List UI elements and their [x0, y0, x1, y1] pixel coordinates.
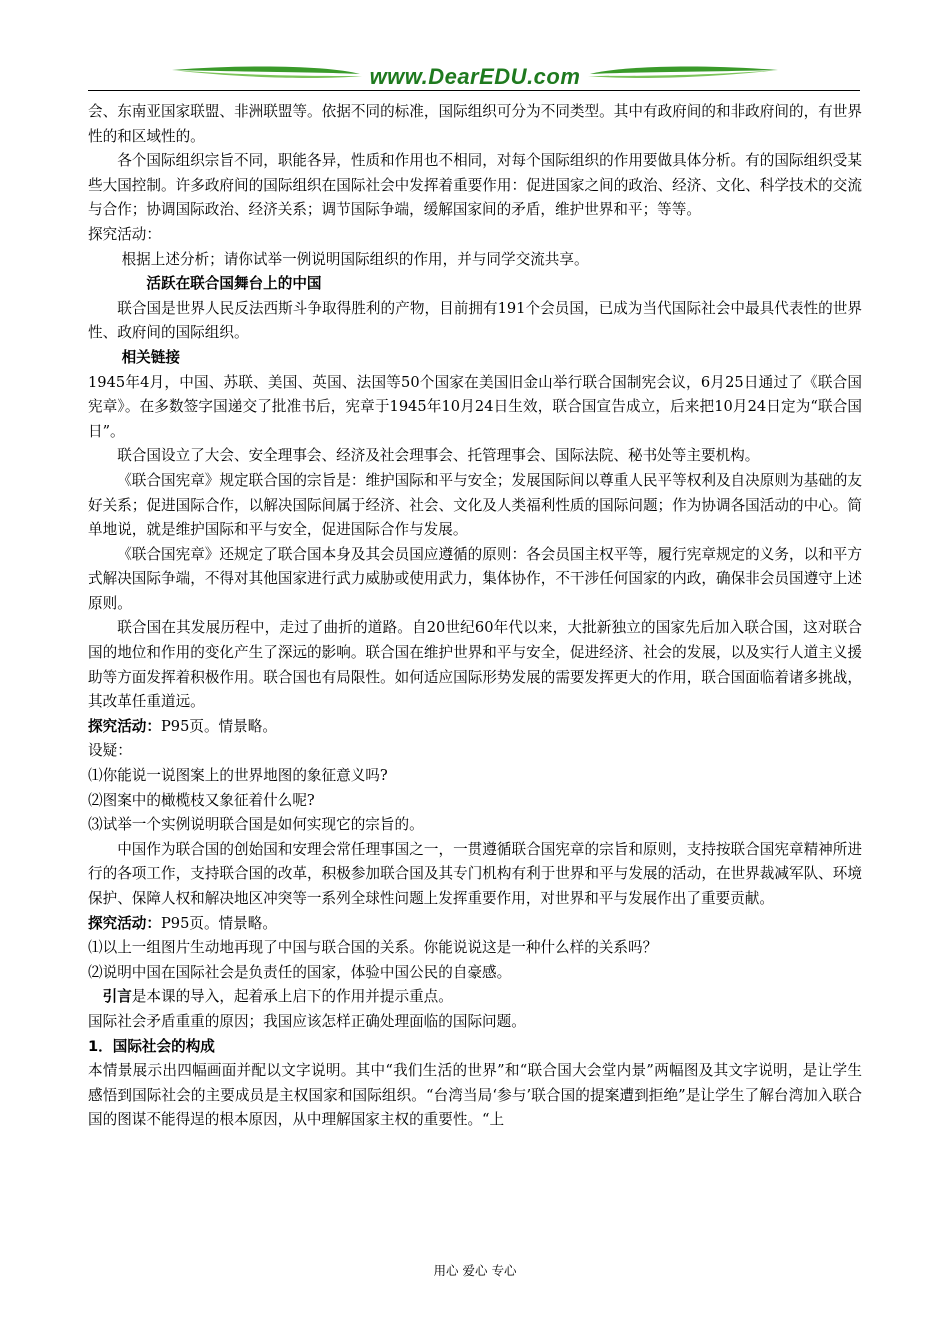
explore-label: 探究活动： — [88, 914, 161, 932]
paragraph: 中国作为联合国的创始国和安理会常任理事国之一，一贯遵循联合国宪章的宗旨和原则，支持按联合国宪章精神所进行的各项工作，支持联合国的改革，积极参加联合国及其专门机构有利于世界和平与发展的活动，在世界裁减军队、环境保护、保障人权和解决地区冲突等一系列全球性问题上发挥重要作用，对世界和平与发展作出了重要贡献。 — [88, 840, 862, 907]
document-body — [88, 100, 862, 1133]
paragraph: 会、东南亚国家联盟、非洲联盟等。依据不同的标准，国际组织可分为不同类型。其中有政府间的和非政府间的，有世界性的和区域性的。 — [88, 103, 862, 145]
explore-label: 探究活动： — [88, 717, 161, 735]
paragraph: 国际社会矛盾重重的原因；我国应该怎样正确处理面临的国际问题。 — [88, 1012, 526, 1030]
explore-text: P95页。情景略。 — [160, 914, 277, 932]
question: ⑵图案中的橄榄枝又象征着什么呢? — [88, 791, 315, 809]
question: ⑴你能说一说图案上的世界地图的象征意义吗? — [88, 767, 388, 785]
question: ⑴以上一组图片生动地再现了中国与联合国的关系。你能说说这是一种什么样的关系吗？ — [88, 939, 658, 957]
paragraph: 联合国是世界人民反法西斯斗争取得胜利的产物，目前拥有191个会员国，已成为当代国际社会中最具代表性的世界性、政府间的国际组织。 — [88, 299, 862, 342]
site-logo[interactable]: www.DearEDU.com — [369, 64, 581, 89]
intro-label: 引言 — [102, 988, 132, 1006]
question: ⑵说明中国在国际社会是负责任的国家，体验中国公民的自豪感。 — [88, 963, 512, 981]
explore-text: P95页。情景略。 — [160, 717, 277, 735]
header-rule — [88, 90, 860, 91]
paragraph: 联合国设立了大会、安全理事会、经济及社会理事会、托管理事会、国际法院、秘书处等主要机构。 — [117, 447, 760, 465]
question: ⑶试举一个实例说明联合国是如何实现它的宗旨的。 — [88, 816, 424, 834]
paragraph: 《联合国宪章》还规定了联合国本身及其会员国应遵循的原则：各会员国主权平等，履行宪章规定的义务，以和平方式解决国际争端，不得对其他国家进行武力威胁或使用武力，集体协作，不干涉任何国家的内政，确保非会员国遵守上述原则。 — [88, 545, 862, 612]
explore-activity — [88, 715, 862, 740]
paragraph: 联合国在其发展历程中，走过了曲折的道路。自20世纪60年代以来，大批新独立的国家先后加入联合国，这对联合国的地位和作用的变化产生了深远的影响。联合国在维护世界和平与安全，促进经济、社会的发展，以及实行人道主义援助等方面发挥着积极作用。联合国也有局限性。如何适应国际形势发展的需要发挥更大的作用，联合国面临着诸多挑战，其改革任重道远。 — [88, 619, 862, 711]
paragraph: 本情景展示出四幅画面并配以文字说明。其中“我们生活的世界”和“联合国大会堂内景”两幅图及其文字说明，是让学生感悟到国际社会的主要成员是主权国家和国际组织。“台湾当局‘参与’联合国的提案遭到拒绝”是让学生了解台湾加入联合国的图谋不能得逞的根本原因，从中理解国家主权的重要性。“上 — [88, 1062, 862, 1129]
page-footer: 用心 爱心 专心 — [433, 1263, 517, 1278]
paragraph: 1945年4月，中国、苏联、美国、英国、法国等50个国家在美国旧金山举行联合国制宪会议，6月25日通过了《联合国宪章》。在多数签字国递交了批准书后，宪章于1945年10月24日生效，联合国宣告成立，后来把10月24日定为“联合国日”。 — [88, 373, 862, 440]
paragraph: 设疑： — [88, 742, 132, 760]
section-heading: 活跃在联合国舞台上的中国 — [146, 275, 322, 293]
paragraph-label: 探究活动： — [88, 225, 161, 243]
paragraph: 各个国际组织宗旨不同，职能各异，性质和作用也不相同，对每个国际组织的作用要做具体分析。有的国际组织受某些大国控制。许多政府间的国际组织在国际社会中发挥着重要作用：促进国家之间的政治、经济、文化、科学技术的交流与合作；协调国际政治、经济关系；调节国际争端，缓解国家间的矛盾，维护世界和平；等等。 — [88, 152, 862, 219]
explore-activity — [88, 912, 862, 937]
section-heading: 1．国际社会的构成 — [88, 1037, 215, 1055]
subheading: 相关链接 — [121, 348, 180, 366]
intro-text: 是本课的导入，起着承上启下的作用并提示重点。 — [131, 988, 453, 1006]
intro-line — [88, 985, 862, 1010]
paragraph: 根据上述分析；请你试举一例说明国际组织的作用，并与同学交流共享。 — [121, 250, 589, 268]
paragraph: 《联合国宪章》规定联合国的宗旨是：维护国际和平与安全；发展国际间以尊重人民平等权利及自决原则为基础的友好关系；促进国际合作，以解决国际间属于经济、社会、文化及人类福利性质的国际问题；作为协调各国活动的中心。简单地说，就是维护国际和平与安全，促进国际合作与发展。 — [88, 471, 862, 539]
